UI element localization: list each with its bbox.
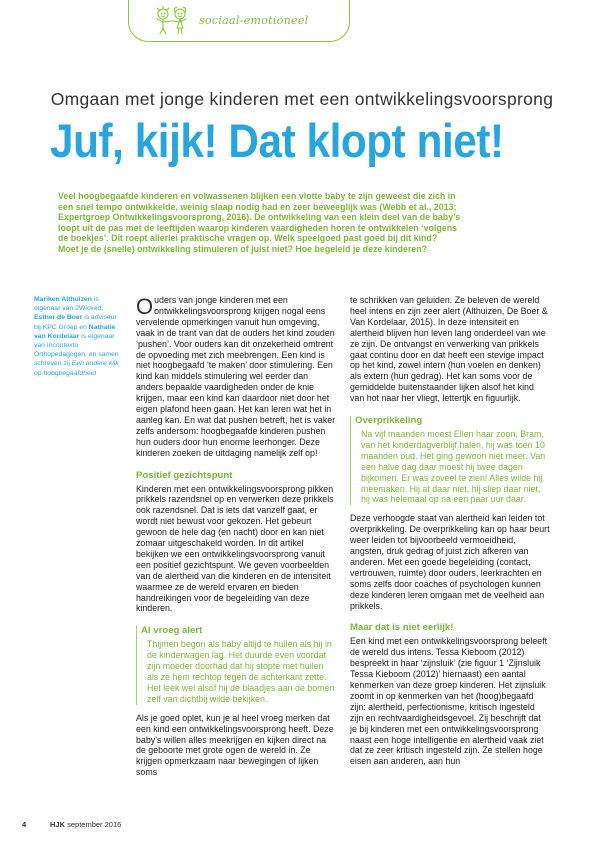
intro-line: Moet je de (snelle) ontwikkeling stimuleren of juist niet? Hoe begeleid je deze kinderen? (58, 243, 428, 254)
column-right (350, 295, 550, 767)
magazine-name: HJK (50, 820, 66, 829)
section-label: sociaal-emotioneel (199, 14, 309, 27)
intro-line: Expertgroep Ontwikkelingsvoorsprong, 2016). De ontwikkeling van een klein deel van de baby’s (58, 212, 461, 223)
article-subtitle: Omgaan met jonge kinderen met een ontwikkelingsvoorsprong (50, 89, 554, 109)
intro-line: de boekjes’. Dit roept allerlei praktische vragen op. Welk speelgoed past goed bij dit kind? (58, 233, 438, 244)
body-paragraph (136, 295, 336, 459)
paragraph-text: uders van jonge kinderen met een ontwikkelingsvoorsprong krijgen nogal eens vervelende opmerkingen vanuit hun omgeving, vaak in de trant van dat de ouders het kind zouden ‘pushen’. Voor ouders kan dit onzekerheid omtrent de opvoeding met zich meebrengen. Een kind is niet hoogbegaafd ‘te maken’ door stimulering. Een kind kan middels stimulering wel eerder dan anders bepaalde vaardigheden onder de knie krijgen, maar een kind kan daardoor niet door het eigen plafond heen gaan. Het kan leren wat het in aanleg kan. En wat dat pushen betreft, het is vaker zelfs andersom: hoogbegaafde kinderen pushen hun ouders door hun enorme leerhonger. Deze kinderen zoeken de uitdaging namelijk zelf op! (136, 295, 336, 458)
example-box (136, 626, 336, 704)
box-text: Thijmen begon als baby altijd te huilen als hij in de kinderwagen lag. Het duurde even voordat zijn moeder doorhad dat hij stopte met huilen als ze hem rechtop tegen de achterkant zette. Het leek wel alsof hij de blaadjes aan de bomen zelf van dichtbij wilde bekijken. (147, 639, 335, 704)
box-title: Overprikkeling (355, 415, 423, 427)
body-paragraph: Een kind met een ontwikkelingsvoorsprong beleeft de wereld dus intens. Tessa Kieboom (2012) bespreekt in haar ‘zijnsluik’ (zie figuur 1 ‘Zijnsluik Tessa Kieboom (2012)’ hiernaast) een aantal kenmerken van deze groep kinderen. Het zijnsluik zoomt in op kenmerken van het (hoog)begaafd zijn: alertheid, perfectionisme, kritisch ingesteld zijn en rechtvaardigheidsgevoel. Zij beschrijft dat je bij kinderen met een ontwikkelingsvoorsprong naast een hoge intelligentie en alertheid vaak ziet dat ze zeer kritisch ingesteld zijn. Ze stellen hoge eisen aan anderen, aan hun (350, 636, 548, 767)
page-footer (22, 820, 121, 829)
author-name: Esther de Boer (34, 314, 83, 322)
body-paragraph: Kinderen met een ontwikkelingsvoorsprong pikken prikkels razendsnel op en verwerken deze prikkels ook razendsnel. Dat is iets dat vanzelf gaat, er wordt niet bewust voor gekozen. Het gebeurt gewoon de hele dag (en nacht) door en kan niet zomaar uitgeschakeld worden. In dit artikel bekijken we een ontwikkelingsvoorsprong vanuit een positief gezichtspunt. We geven voorbeelden van de alertheid van die kinderen en de intensiteit waarmee ze de wereld ervaren en bieden handreikingen voor de begeleiding van deze kinderen. (136, 483, 334, 614)
book-title: Een andere kijk op hoogbegaafdheid (34, 360, 119, 377)
intro-line: een snel tempo ontwikkelde, weinig slaap nodig had en zeer beweeglijk was (Webb et al., 2013; (58, 201, 457, 212)
author-text: is adviseur bij KPC Groep en (34, 314, 117, 331)
box-text: Na vijf maanden moest Ellen haar zoon, Bram, van het kinderdagverblijf halen, hij was toen 10 maanden oud. Het ging gewoon niet meer. Van een halve dag daar moest hij twee dagen bijkomen. Er was zoveel te zien! Alles wilde hij meemaken. Hij at daar niet, hij sliep daar niet, hij was helemaal op na een paar uur daar. (361, 428, 546, 505)
children-icon (151, 6, 193, 36)
box-title: Al vroeg alert (141, 625, 203, 637)
author-name: Nathalie van Kordelaar (34, 323, 116, 340)
author-name: Mariken Althuizen (34, 296, 92, 303)
intro-lead (58, 191, 490, 255)
body-paragraph: Als je goed oplet, kun je al heel vroeg merken dat een kind een ontwikkelingsvoorsprong heeft. Deze baby’s willen alles meekrijgen en kijken direct na de geboorte met grote ogen de wereld in. Ze krijgen opmerkzaam naar bewegingen of lijken soms (136, 712, 334, 778)
intro-line: loopt uit de pas met de leeftijden waarop kinderen vaardigheden horen te ontwikkelen ‘volgens (58, 222, 458, 233)
author-bio (34, 295, 121, 378)
column-left (136, 295, 336, 778)
body-paragraph: te schrikken van geluiden. Ze beleven de wereld heel intens en zijn zeer alert (Althuizen, De Boer & Van Kordelaar, 2015). In deze intensiteit en alertheid blijven hun leven lang onderdeel van wie ze zijn. De ontvangst en verwerking van prikkels gaat continu door en dat heeft een stevige impact op het kind, zowel intern (hun voelen en denken) als extern (hun gedrag). Het kan soms voor de gemiddelde buitenstaander lijken alsof het kind van hot naar her vliegt, lettertjk en figuurlijk. (350, 295, 548, 404)
section-tab (128, 0, 350, 42)
section-heading: Maar dat is niet eerlijk! (350, 622, 454, 634)
section-heading: Positief gezichtspunt (136, 469, 233, 481)
author-text: is eigenaar van 2Wicked, (34, 296, 104, 313)
article-title: Juf, kijk! Dat klopt niet! (50, 114, 504, 167)
intro-line: Veel hoogbegaafde kinderen en volwassenen blijken een vlotte baby te zijn geweest die zich in (58, 191, 456, 201)
issue-date: september 2016 (65, 820, 122, 829)
page-number: 4 (22, 820, 27, 829)
body-paragraph: Deze verhoogde staat van alertheid kan leiden tot overprikkeling. De overprikkeling kan op haar beurt weer leiden tot bijvoorbeeld vermoeidheid, angsten, druk gedrag of juist zich afkeren van anderen. Met een goede begeleiding (contact, vertrouwen, ruimte) door ouders, leerkrachten en soms zelfs door coaches of psychologen kunnen deze kinderen leren omgaan met de veelheid aan prikkels. (350, 513, 550, 611)
author-text: is eigenaar van Incontexto Orthopedagogen, en samen schreven zij (34, 332, 119, 368)
example-box (350, 416, 550, 505)
drop-cap: O (136, 294, 154, 319)
